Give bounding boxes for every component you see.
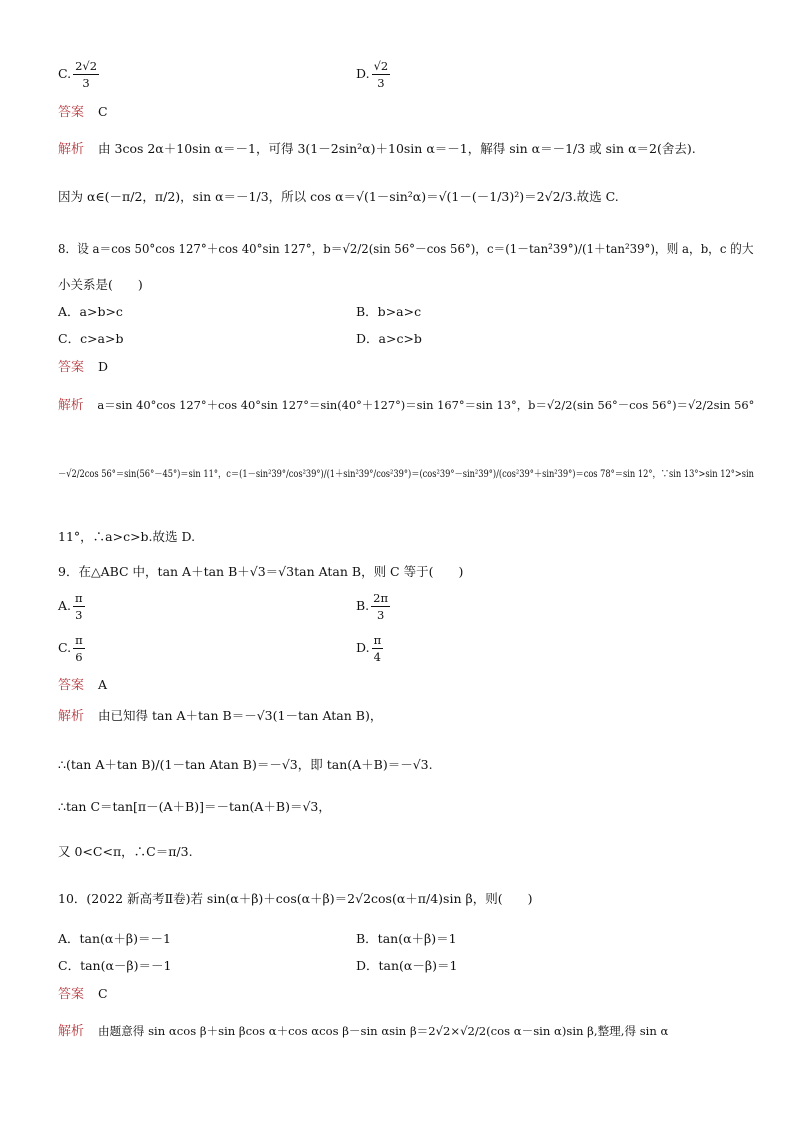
q10-stem: 10．(2022 新高考Ⅱ卷)若 sin(α＋β)＋cos(α＋β)＝2√2cos(α＋π/4)sin β，则( ) xyxy=(58,891,533,906)
analysis-label: 解析 xyxy=(58,1024,85,1039)
analysis-text: 由已知得 tan A＋tan B＝－√3(1－tan Atan B)， xyxy=(98,708,383,723)
fraction-numerator: √2 xyxy=(373,59,389,73)
q10-option-b: B．tan(α＋β)＝1 xyxy=(356,931,457,946)
fraction-numerator: π xyxy=(373,633,382,647)
option-prefix: B. xyxy=(356,598,370,613)
q8-option-d: D．a>c>b xyxy=(356,331,422,346)
fraction-denominator: 3 xyxy=(75,608,83,622)
analysis-label: 解析 xyxy=(58,398,84,413)
option-prefix: A. xyxy=(58,598,72,613)
fraction-numerator: π xyxy=(75,633,83,647)
fraction-denominator: 6 xyxy=(75,650,83,664)
q9-analysis-line4: 又 0<C<π，∴C＝π/3. xyxy=(58,844,193,859)
answer-value: C xyxy=(98,986,108,1001)
fraction-denominator: 3 xyxy=(82,76,90,90)
answer-label: 答案 xyxy=(58,105,85,120)
q9-option-d xyxy=(356,632,385,665)
answer-label: 答案 xyxy=(58,678,85,693)
q8-answer xyxy=(58,358,108,377)
prev-analysis-line2: 因为 α∈(－π/2，π/2)，sin α＝－1/3，所以 cos α＝√(1－sin²α)＝√(1－(－1/3)²)＝2√2/3.故选 C. xyxy=(58,189,619,204)
answer-value: D xyxy=(98,359,109,374)
q9-stem: 9．在△ABC 中，tan A＋tan B＋√3＝√3tan Atan B，则 C 等于( ) xyxy=(58,564,464,579)
q8-option-c: C．c>a>b xyxy=(58,331,124,346)
prev-option-c-prefix: C. xyxy=(58,66,72,81)
q9-option-b xyxy=(356,590,392,623)
fraction-numerator: π xyxy=(75,591,83,605)
answer-label: 答案 xyxy=(58,987,85,1002)
q9-answer xyxy=(58,676,107,695)
prev-option-c-fraction xyxy=(73,58,99,91)
q10-answer xyxy=(58,985,108,1004)
q9-analysis-line2: ∴(tan A＋tan B)/(1－tan Atan B)＝－√3，即 tan(A＋B)＝－√3. xyxy=(58,757,433,772)
option-prefix: D. xyxy=(356,640,370,655)
q8-analysis xyxy=(58,396,754,415)
answer-value: C xyxy=(98,104,108,119)
q9-analysis xyxy=(58,707,382,726)
prev-option-c xyxy=(58,58,101,91)
q8-analysis-line2: －√2/2cos 56°＝sin(56°－45°)＝sin 11°，c＝(1－sin²39°/cos²39°)/(1＋sin²39°/cos²39°)＝(cos²39°－sin²39°)/(cos²39°＋sin²39°)＝cos 78°＝sin 12°，∵sin 13°>sin 12°>sin xyxy=(58,468,754,480)
q10-option-c: C．tan(α－β)＝－1 xyxy=(58,958,172,973)
q10-option-a: A．tan(α＋β)＝－1 xyxy=(58,931,171,946)
option-fraction xyxy=(371,590,390,623)
q8-stem-line2: 小关系是( ) xyxy=(58,277,143,292)
prev-option-d-fraction xyxy=(372,58,391,91)
prev-option-d xyxy=(356,58,392,91)
analysis-text: a＝sin 40°cos 127°＋cos 40°sin 127°＝sin(40°＋127°)＝sin 167°＝sin 13°，b＝√2/2(sin 56°－cos 56°)＝√2/2sin 56° xyxy=(97,398,755,412)
q8-option-a: A．a>b>c xyxy=(58,304,123,319)
analysis-label: 解析 xyxy=(58,709,85,724)
q9-option-c xyxy=(58,632,87,665)
q9-analysis-line3: ∴tan C＝tan[π－(A＋B)]＝－tan(A＋B)＝√3， xyxy=(58,799,331,814)
fraction-numerator: 2π xyxy=(373,591,389,605)
fraction-denominator: 3 xyxy=(376,608,385,622)
prev-option-d-prefix: D. xyxy=(356,66,370,81)
q9-option-a xyxy=(58,590,87,623)
q8-analysis-line3: 11°，∴a>c>b.故选 D. xyxy=(58,529,196,544)
option-fraction xyxy=(372,632,384,665)
q8-stem-line1: 8．设 a＝cos 50°cos 127°＋cos 40°sin 127°，b＝√2/2(sin 56°－cos 56°)，c＝(1－tan²39°)/(1＋tan²39°)，则 a，b，c 的大 xyxy=(58,241,754,256)
fraction-denominator: 4 xyxy=(373,650,381,664)
q10-analysis xyxy=(58,1022,668,1041)
q10-option-d: D．tan(α－β)＝1 xyxy=(356,958,458,973)
answer-value: A xyxy=(98,677,108,692)
prev-answer xyxy=(58,103,108,122)
q8-option-b: B．b>a>c xyxy=(356,304,422,319)
analysis-text: 由 3cos 2α＋10sin α＝－1，可得 3(1－2sin²α)＋10sin α＝－1，解得 sin α＝－1/3 或 sin α＝2(舍去). xyxy=(98,141,696,156)
option-prefix: C. xyxy=(58,640,72,655)
analysis-label: 解析 xyxy=(58,142,85,157)
option-fraction xyxy=(73,590,85,623)
prev-analysis xyxy=(58,140,696,159)
option-fraction xyxy=(73,632,85,665)
answer-label: 答案 xyxy=(58,360,85,375)
analysis-text: 由题意得 sin αcos β＋sin βcos α＋cos αcos β－sin αsin β＝2√2×√2/2(cos α－sin α)sin β,整理,得 sin α xyxy=(98,1024,669,1038)
fraction-numerator: 2√2 xyxy=(75,59,98,73)
fraction-denominator: 3 xyxy=(377,76,385,90)
